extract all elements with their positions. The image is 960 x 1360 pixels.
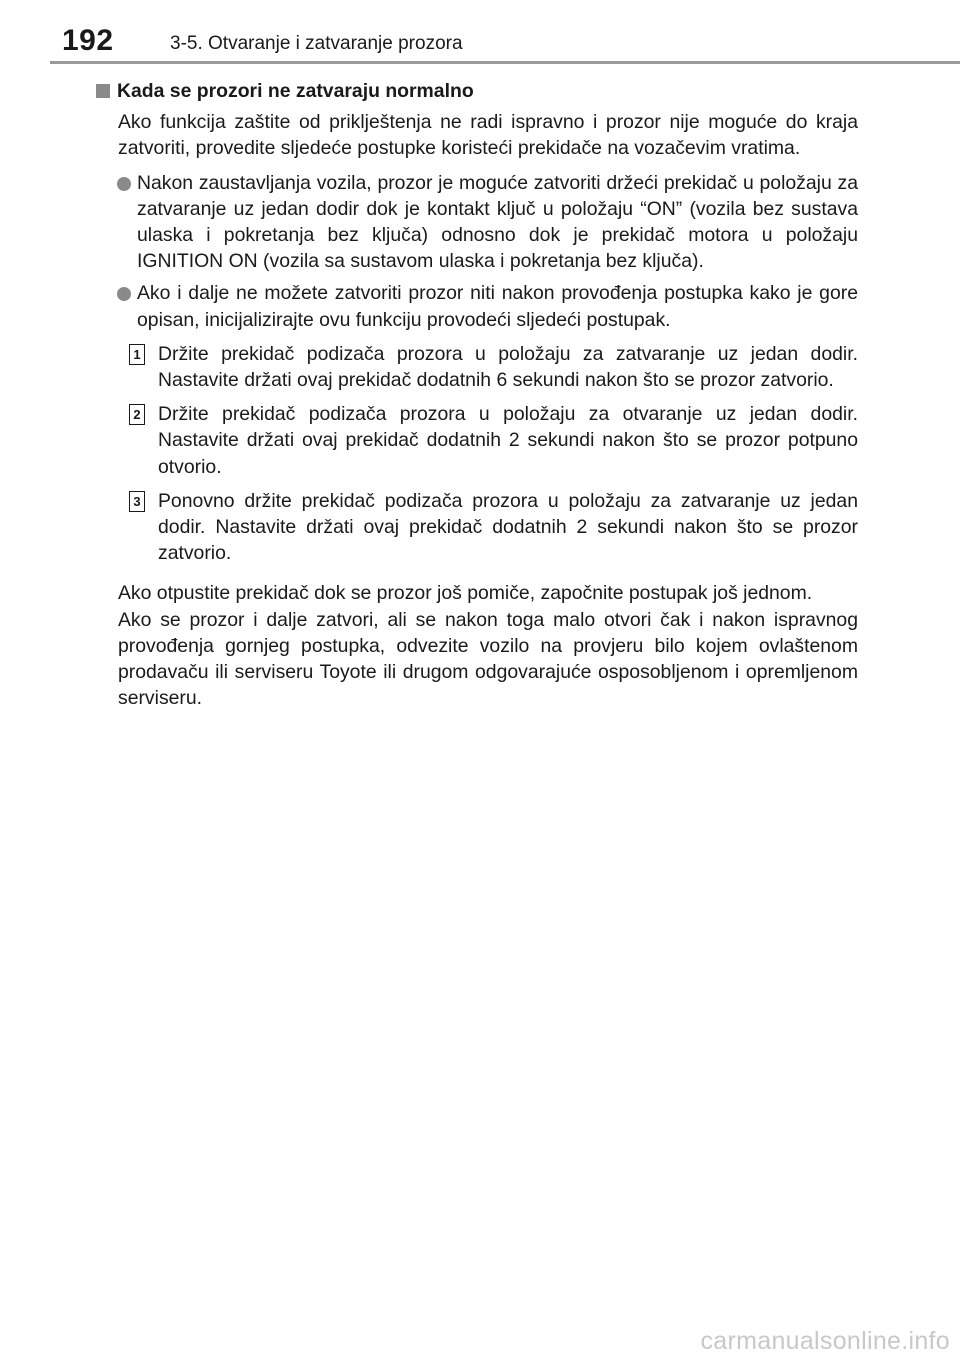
section-heading bbox=[96, 78, 858, 104]
circle-bullet-icon bbox=[117, 287, 131, 301]
page-content bbox=[96, 78, 858, 711]
chapter-title: 3-5. Otvaranje i zatvaranje prozora bbox=[170, 33, 463, 54]
watermark-text: carmanualsonline.info bbox=[700, 1327, 950, 1355]
bullet-text: Nakon zaustavljanja vozila, prozor je moguće zatvoriti držeći prekidač u položaju za zatvaranje uz jedan dodir dok je kontakt ključ u položaju “ON” (vozila bez sustava ulaska i pokretanja bez ključa) odnosno dok je prekidač motora u položaju IGNITION ON (vozila sa sustavom ulaska i pokretanja bez ključa). bbox=[137, 171, 858, 273]
page-number: 192 bbox=[62, 24, 114, 57]
note-paragraph: Ako otpustite prekidač dok se prozor još pomiče, započnite postupak još jednom. bbox=[118, 582, 813, 605]
bullet-item bbox=[96, 170, 858, 275]
step-number-badge: 3 bbox=[129, 491, 145, 512]
header-divider bbox=[50, 61, 960, 64]
bullet-item bbox=[96, 280, 858, 332]
circle-bullet-icon bbox=[117, 177, 131, 191]
step-text: Ponovno držite prekidač podizača prozora u položaju za zatvaranje uz jedan dodir. Nastavite držati ovaj prekidač dodatnih 2 sekundi nakon što se prozor zatvorio. bbox=[158, 489, 858, 565]
step-number-badge: 1 bbox=[129, 344, 145, 365]
step-item bbox=[96, 401, 858, 480]
step-item bbox=[96, 341, 858, 393]
step-text: Držite prekidač podizača prozora u položaju za zatvaranje uz jedan dodir. Nastavite držati ovaj prekidač dodatnih 6 sekundi nakon što se prozor zatvorio. bbox=[158, 342, 858, 392]
bullet-text: Ako i dalje ne možete zatvoriti prozor niti nakon provođenja postupka kako je gore opisan, inicijalizirajte ovu funkciju provodeći sljedeći postupak. bbox=[137, 282, 858, 331]
page-header bbox=[0, 0, 960, 66]
square-bullet-icon bbox=[96, 84, 110, 98]
intro-paragraph: Ako funkcija zaštite od priklještenja ne radi ispravno i prozor nije moguće do kraja zatvoriti, provedite sljedeće postupke koristeći prekidače na vozačevim vratima. bbox=[118, 111, 858, 160]
page-footer bbox=[0, 1318, 960, 1360]
step-text: Držite prekidač podizača prozora u položaju za otvaranje uz jedan dodir. Nastavite držati ovaj prekidač dodatnih 2 sekundi nakon što se prozor potpuno otvorio. bbox=[158, 403, 858, 478]
note-paragraph: Ako se prozor i dalje zatvori, ali se nakon toga malo otvori čak i nakon ispravnog provođenja gornjeg postupka, odvezite vozilo na provjeru bilo kojem ovlaštenom prodavaču ili serviseru Toyote ili drugom odgovarajuće osposobljenom i opremljenom serviseru. bbox=[118, 608, 858, 710]
step-item bbox=[96, 488, 858, 567]
step-number-badge: 2 bbox=[129, 404, 145, 425]
section-heading-text: Kada se prozori ne zatvaraju normalno bbox=[117, 80, 474, 102]
